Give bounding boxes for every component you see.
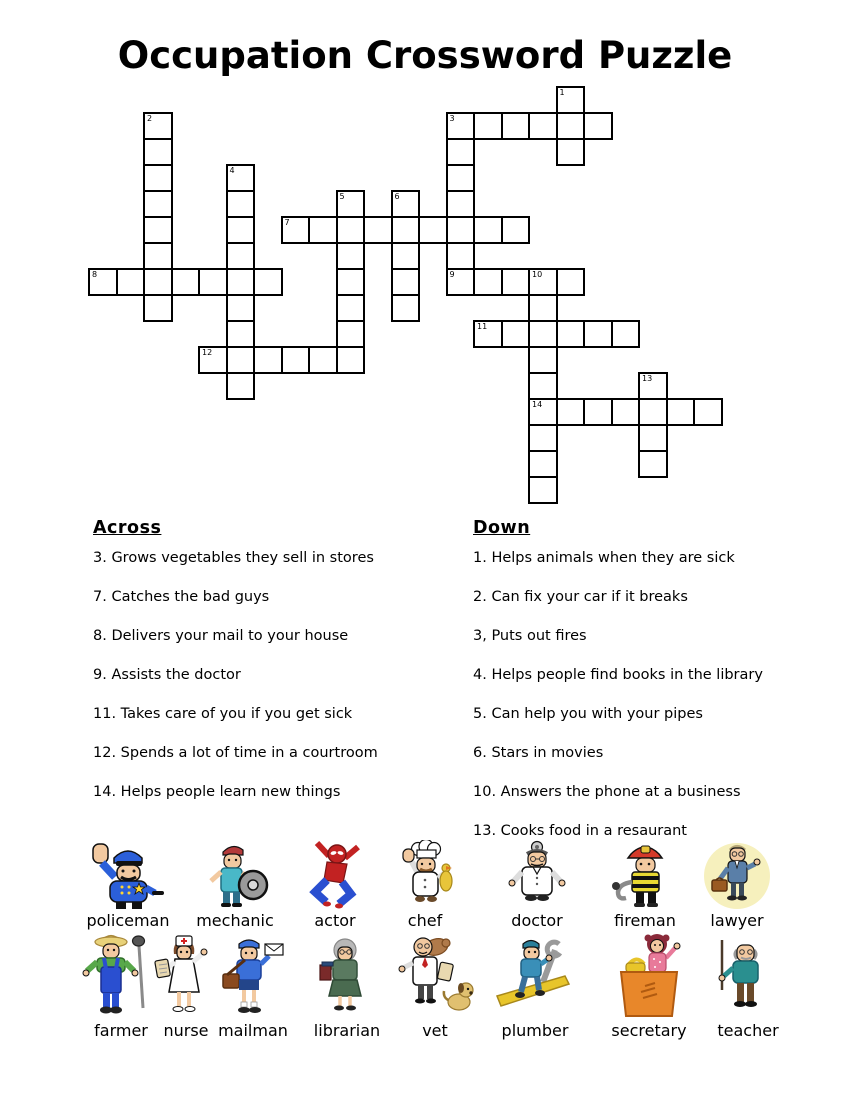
cell-number-10: 10 [532, 270, 543, 279]
grid-cell-r8-c9[interactable] [336, 294, 366, 322]
actor-figure [285, 840, 385, 930]
farmer-label: farmer [94, 1021, 148, 1040]
down-clue-6: 10. Answers the phone at a business [473, 784, 741, 800]
across-clue-3: 9. Assists the doctor [93, 667, 241, 683]
grid-cell-r14-c20[interactable] [638, 450, 668, 478]
grid-cell-r15-c16[interactable] [528, 476, 558, 504]
across-heading: Across [93, 518, 162, 538]
across-clue-5: 12. Spends a lot of time in a courtroom [93, 745, 378, 761]
grid-cell-r9-c9[interactable] [336, 320, 366, 348]
page-title: Occupation Crossword Puzzle [117, 34, 733, 77]
grid-cell-r5-c12[interactable] [418, 216, 448, 244]
grid-cell-r12-c16[interactable] [528, 398, 558, 426]
lawyer-label: lawyer [710, 911, 764, 930]
cell-number-7: 7 [284, 218, 290, 227]
grid-cell-r7-c5[interactable] [226, 268, 256, 296]
grid-cell-r4-c13[interactable] [446, 190, 476, 218]
teacher-label: teacher [717, 1021, 779, 1040]
cell-number-9: 9 [449, 270, 455, 279]
nurse-label: nurse [163, 1021, 209, 1040]
grid-cell-r1-c15[interactable] [501, 112, 531, 140]
grid-cell-r9-c18[interactable] [583, 320, 613, 348]
across-clue-0: 3. Grows vegetables they sell in stores [93, 550, 374, 566]
grid-cell-r8-c2[interactable] [143, 294, 173, 322]
grid-cell-r6-c5[interactable] [226, 242, 256, 270]
grid-cell-r7-c11[interactable] [391, 268, 421, 296]
grid-cell-r1-c13[interactable] [446, 112, 476, 140]
mechanic-figure [185, 840, 285, 930]
down-clue-1: 2. Can fix your car if it breaks [473, 589, 688, 605]
down-clue-3: 4. Helps people find books in the library [473, 667, 763, 683]
grid-cell-r2-c13[interactable] [446, 138, 476, 166]
plumber-label: plumber [501, 1021, 569, 1040]
grid-cell-r3-c5[interactable] [226, 164, 256, 192]
grid-cell-r1-c2[interactable] [143, 112, 173, 140]
grid-cell-r6-c11[interactable] [391, 242, 421, 270]
actor-icon [297, 840, 373, 910]
grid-cell-r4-c5[interactable] [226, 190, 256, 218]
grid-cell-r7-c2[interactable] [143, 268, 173, 296]
mailman-figure [208, 930, 298, 1040]
grid-cell-r7-c17[interactable] [556, 268, 586, 296]
grid-cell-r9-c16[interactable] [528, 320, 558, 348]
grid-cell-r7-c1[interactable] [116, 268, 146, 296]
mailman-label: mailman [218, 1021, 288, 1040]
down-clue-2: 3, Puts out fires [473, 628, 587, 644]
cell-number-3: 3 [449, 114, 455, 123]
grid-cell-r10-c5[interactable] [226, 346, 256, 374]
grid-cell-r10-c4[interactable] [198, 346, 228, 374]
doctor-figure [487, 840, 587, 930]
grid-cell-r12-c19[interactable] [611, 398, 641, 426]
vet-label: vet [422, 1021, 448, 1040]
vet-figure [390, 930, 480, 1040]
grid-cell-r2-c2[interactable] [143, 138, 173, 166]
grid-cell-r8-c16[interactable] [528, 294, 558, 322]
cell-number-1: 1 [559, 88, 565, 97]
chef-label: chef [407, 911, 443, 930]
crossword-grid [88, 86, 728, 506]
grid-cell-r10-c9[interactable] [336, 346, 366, 374]
grid-cell-r5-c11[interactable] [391, 216, 421, 244]
grid-cell-r12-c22[interactable] [693, 398, 723, 426]
grid-cell-r8-c5[interactable] [226, 294, 256, 322]
fireman-label: fireman [614, 911, 676, 930]
cell-number-13: 13 [642, 374, 653, 383]
grid-cell-r12-c20[interactable] [638, 398, 668, 426]
grid-cell-r5-c5[interactable] [226, 216, 256, 244]
cell-number-2: 2 [147, 114, 153, 123]
grid-cell-r7-c15[interactable] [501, 268, 531, 296]
grid-cell-r5-c8[interactable] [308, 216, 338, 244]
grid-cell-r3-c2[interactable] [143, 164, 173, 192]
grid-cell-r9-c17[interactable] [556, 320, 586, 348]
grid-cell-r9-c14[interactable] [473, 320, 503, 348]
policeman-label: policeman [86, 911, 170, 930]
grid-cell-r6-c2[interactable] [143, 242, 173, 270]
grid-cell-r10-c7[interactable] [281, 346, 311, 374]
lawyer-figure [687, 840, 787, 930]
cell-number-4: 4 [229, 166, 235, 175]
grid-cell-r5-c2[interactable] [143, 216, 173, 244]
grid-cell-r1-c16[interactable] [528, 112, 558, 140]
vet-icon [393, 930, 477, 1020]
chef-icon [387, 840, 463, 910]
grid-cell-r8-c11[interactable] [391, 294, 421, 322]
policeman-icon [90, 840, 166, 910]
grid-cell-r7-c13[interactable] [446, 268, 476, 296]
grid-cell-r7-c16[interactable] [528, 268, 558, 296]
grid-cell-r1-c18[interactable] [583, 112, 613, 140]
down-heading: Down [473, 518, 531, 538]
grid-cell-r2-c17[interactable] [556, 138, 586, 166]
grid-cell-r7-c4[interactable] [198, 268, 228, 296]
grid-cell-r5-c9[interactable] [336, 216, 366, 244]
doctor-label: doctor [511, 911, 563, 930]
grid-cell-r10-c6[interactable] [253, 346, 283, 374]
grid-cell-r1-c14[interactable] [473, 112, 503, 140]
across-clue-list [93, 549, 463, 801]
grid-cell-r10-c16[interactable] [528, 346, 558, 374]
grid-cell-r5-c10[interactable] [363, 216, 393, 244]
secretary-figure [604, 930, 694, 1040]
grid-cell-r7-c3[interactable] [171, 268, 201, 296]
grid-cell-r5-c13[interactable] [446, 216, 476, 244]
across-clues-section [93, 518, 463, 822]
grid-cell-r3-c13[interactable] [446, 164, 476, 192]
teacher-icon [706, 930, 790, 1020]
plumber-icon [493, 930, 577, 1020]
grid-cell-r7-c0[interactable] [88, 268, 118, 296]
secretary-icon [607, 930, 691, 1020]
across-clue-2: 8. Delivers your mail to your house [93, 628, 349, 644]
grid-cell-r7-c9[interactable] [336, 268, 366, 296]
doctor-icon [499, 840, 575, 910]
grid-cell-r5-c7[interactable] [281, 216, 311, 244]
cell-number-12: 12 [202, 348, 213, 357]
librarian-figure [302, 930, 392, 1040]
teacher-figure [703, 930, 793, 1040]
grid-cell-r4-c11[interactable] [391, 190, 421, 218]
grid-cell-r0-c17[interactable] [556, 86, 586, 114]
cell-number-6: 6 [394, 192, 400, 201]
mechanic-icon [197, 840, 273, 910]
grid-cell-r5-c15[interactable] [501, 216, 531, 244]
actor-label: actor [314, 911, 356, 930]
across-clue-6: 14. Helps people learn new things [93, 784, 341, 800]
grid-cell-r6-c9[interactable] [336, 242, 366, 270]
cell-number-8: 8 [92, 270, 98, 279]
policeman-figure [78, 840, 178, 930]
grid-cell-r9-c19[interactable] [611, 320, 641, 348]
secretary-label: secretary [611, 1021, 687, 1040]
down-clue-4: 5. Can help you with your pipes [473, 706, 703, 722]
down-clues-section [473, 518, 843, 861]
plumber-figure [490, 930, 580, 1040]
down-clue-0: 1. Helps animals when they are sick [473, 550, 735, 566]
cell-number-5: 5 [339, 192, 345, 201]
grid-cell-r7-c14[interactable] [473, 268, 503, 296]
grid-cell-r12-c17[interactable] [556, 398, 586, 426]
grid-cell-r11-c20[interactable] [638, 372, 668, 400]
grid-cell-r11-c5[interactable] [226, 372, 256, 400]
mailman-icon [211, 930, 295, 1020]
grid-cell-r12-c18[interactable] [583, 398, 613, 426]
lawyer-icon [699, 840, 775, 910]
grid-cell-r12-c21[interactable] [666, 398, 696, 426]
fireman-figure [595, 840, 695, 930]
grid-cell-r13-c16[interactable] [528, 424, 558, 452]
grid-cell-r11-c16[interactable] [528, 372, 558, 400]
grid-cell-r1-c17[interactable] [556, 112, 586, 140]
cell-number-14: 14 [532, 400, 543, 409]
grid-cell-r5-c14[interactable] [473, 216, 503, 244]
mechanic-label: mechanic [196, 911, 274, 930]
down-clue-list [473, 549, 843, 840]
grid-cell-r6-c13[interactable] [446, 242, 476, 270]
grid-cell-r14-c16[interactable] [528, 450, 558, 478]
grid-cell-r4-c9[interactable] [336, 190, 366, 218]
across-clue-1: 7. Catches the bad guys [93, 589, 270, 605]
librarian-icon [305, 930, 389, 1020]
grid-cell-r13-c20[interactable] [638, 424, 668, 452]
grid-cell-r9-c15[interactable] [501, 320, 531, 348]
chef-figure [375, 840, 475, 930]
grid-cell-r9-c5[interactable] [226, 320, 256, 348]
grid-cell-r7-c6[interactable] [253, 268, 283, 296]
down-clue-7: 13. Cooks food in a resaurant [473, 823, 687, 839]
grid-cell-r4-c2[interactable] [143, 190, 173, 218]
grid-cell-r10-c8[interactable] [308, 346, 338, 374]
librarian-label: librarian [313, 1021, 381, 1040]
across-clue-4: 11. Takes care of you if you get sick [93, 706, 353, 722]
cell-number-11: 11 [477, 322, 488, 331]
fireman-icon [607, 840, 683, 910]
down-clue-5: 6. Stars in movies [473, 745, 604, 761]
